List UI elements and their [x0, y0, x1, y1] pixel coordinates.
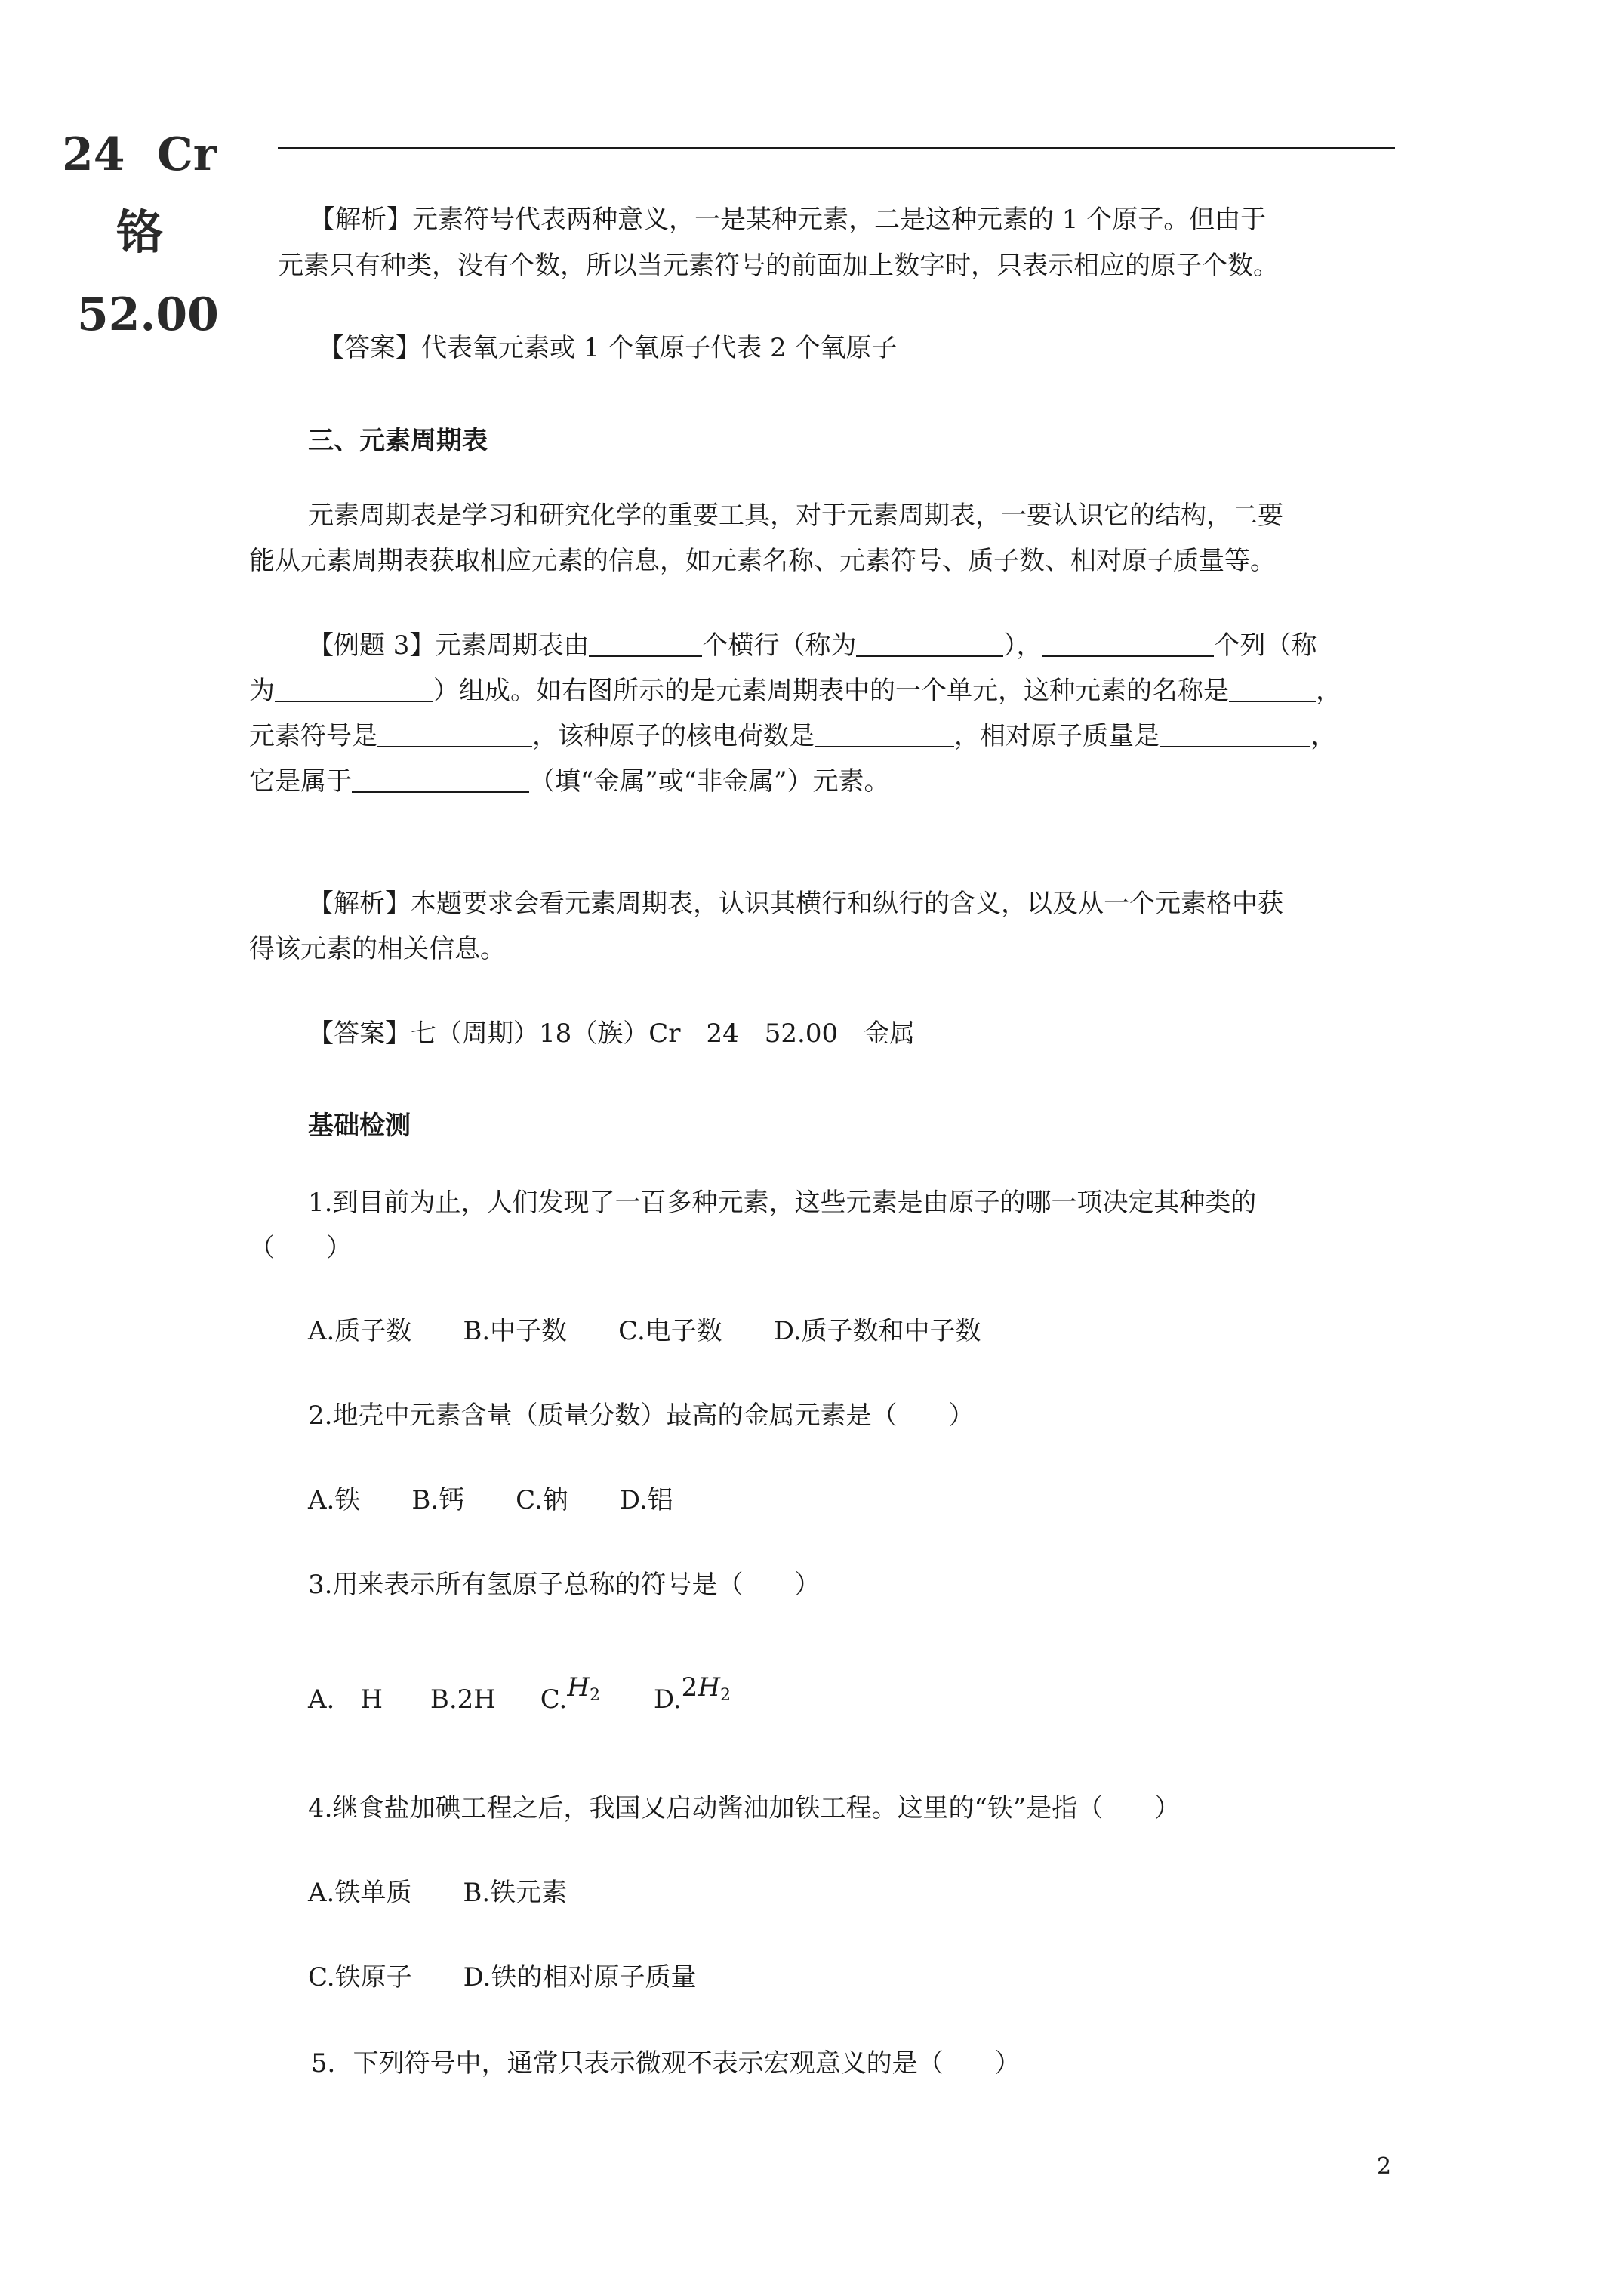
option-c-label: C.	[540, 1684, 568, 1715]
element-mass: 52.00	[77, 288, 219, 341]
periodic-table-line-2: 能从元素周期表获取相应元素的信息，如元素名称、元素符号、质子数、相对原子质量等。	[249, 546, 1276, 576]
element-name: 铬	[116, 205, 164, 260]
question-3-options	[308, 1672, 731, 1716]
question-1-line-2: （ ）	[249, 1233, 352, 1263]
blank-rows-name	[856, 633, 1003, 657]
blank-atomic-mass	[1160, 723, 1310, 747]
blank-columns-name	[275, 678, 433, 702]
question-1-options: A.质子数 B.中子数 C.电子数 D.质子数和中子数	[308, 1316, 981, 1346]
element-tile	[0, 0, 257, 347]
question-1-line-1: 1.到目前为止，人们发现了一百多种元素，这些元素是由原子的哪一项决定其种类的	[308, 1188, 1257, 1218]
periodic-table-line-1: 元素周期表是学习和研究化学的重要工具，对于元素周期表，一要认识它的结构，二要	[308, 501, 1283, 531]
option-b: B.2H	[430, 1684, 496, 1715]
question-2: 2.地壳中元素含量（质量分数）最高的金属元素是（ ）	[308, 1401, 975, 1431]
question-5: 5．下列符号中，通常只表示微观不表示宏观意义的是（ ）	[311, 2048, 1021, 2079]
blank-element-symbol	[377, 723, 532, 747]
option-a: A. H	[308, 1684, 383, 1715]
blank-columns	[1042, 633, 1214, 657]
example-3-line-3: 元素符号是 ，该种原子的核电荷数是 ，相对原子质量是 ，	[249, 721, 1336, 751]
answer-1: 【答案】代表氧元素或 1 个氧原子代表 2 个氧原子	[319, 333, 898, 363]
example-3-line-1: 【例题 3】元素周期表由 个横行（称为 ）， 个列（称	[308, 630, 1317, 661]
element-number: 24	[62, 128, 125, 181]
analysis-1-line-1: 【解析】元素符号代表两种意义，一是某种元素，二是这种元素的 1 个原子。但由于	[310, 205, 1267, 235]
question-4-options-2: C.铁原子 D.铁的相对原子质量	[308, 1962, 697, 1992]
question-3: 3.用来表示所有氢原子总称的符号是（ ）	[308, 1570, 821, 1600]
blank-metal-type	[352, 769, 529, 793]
question-2-options: A.铁 B.钙 C.钠 D.铝	[308, 1485, 673, 1515]
header-rule	[278, 147, 1395, 149]
blank-nuclear-charge	[815, 723, 954, 747]
example-3-line-4: 它是属于 （填“金属”或“非金属”）元素。	[249, 766, 890, 797]
analysis-1-line-2: 元素只有种类，没有个数，所以当元素符号的前面加上数字时，只表示相应的原子个数。	[278, 251, 1279, 281]
section-3-heading: 三、元素周期表	[308, 426, 488, 456]
analysis-3-line-2: 得该元素的相关信息。	[249, 934, 506, 964]
example-3-line-2: 为 ）组成。如右图所示的是元素周期表中的一个单元，这种元素的名称是 ，	[249, 676, 1341, 706]
analysis-3-line-1: 【解析】本题要求会看元素周期表，认识其横行和纵行的含义，以及从一个元素格中获	[308, 889, 1283, 919]
option-d-label: D.	[653, 1684, 682, 1715]
answer-3: 【答案】七（周期）18（族）Cr 24 52.00 金属	[308, 1019, 916, 1049]
blank-rows	[589, 633, 702, 657]
basic-test-heading: 基础检测	[308, 1111, 411, 1141]
blank-element-name	[1229, 678, 1316, 702]
page-number: 2	[1377, 2153, 1392, 2180]
option-d-formula: $2H_2$	[681, 1672, 731, 1705]
element-symbol: Cr	[157, 128, 217, 181]
question-4-options-1: A.铁单质 B.铁元素	[308, 1878, 568, 1908]
option-c-formula: $H_2$	[567, 1672, 600, 1705]
question-4: 4.继食盐加碘工程之后，我国又启动酱油加铁工程。这里的“铁”是指（ ）	[308, 1793, 1181, 1823]
